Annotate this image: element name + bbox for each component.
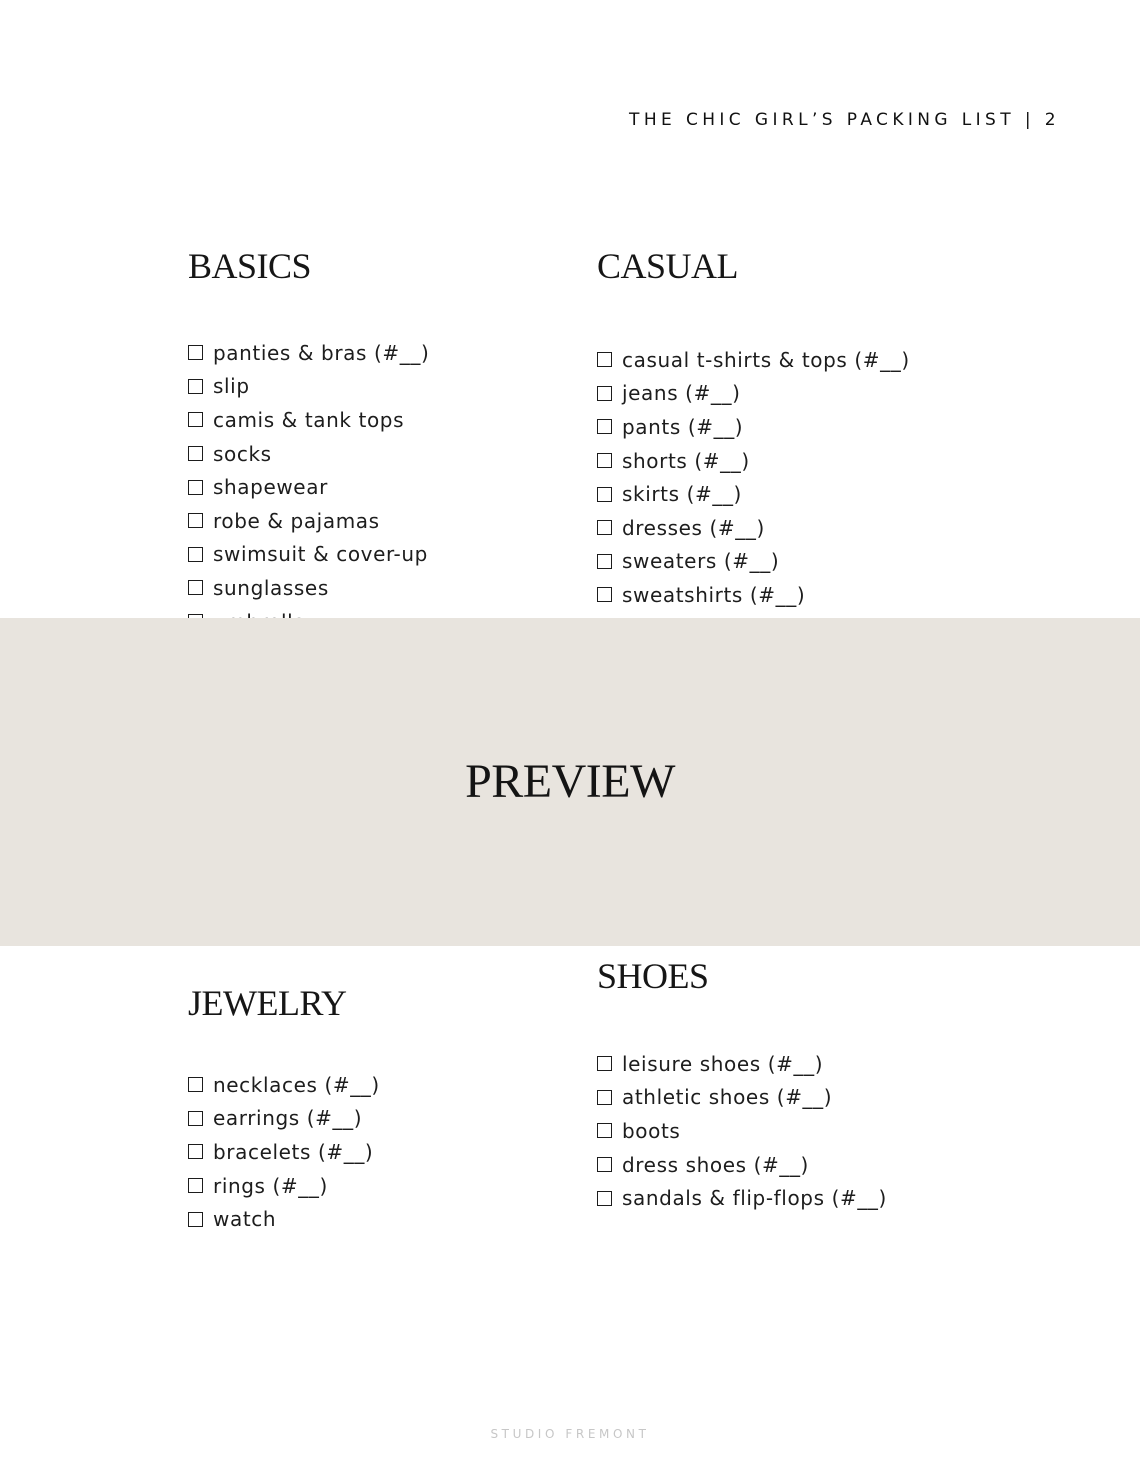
jewelry-title: JEWELRY bbox=[188, 983, 347, 1023]
checkbox[interactable] bbox=[597, 352, 612, 367]
checklist-item bbox=[597, 511, 910, 545]
checklist-item bbox=[597, 444, 910, 478]
preview-banner bbox=[0, 618, 1140, 946]
jewelry-list bbox=[188, 1068, 380, 1236]
checklist-item-label: swimsuit & cover-up bbox=[213, 542, 428, 567]
checklist-item bbox=[597, 1047, 887, 1081]
checklist-item-label: leisure shoes (#__) bbox=[622, 1051, 824, 1076]
checkbox[interactable] bbox=[597, 1191, 612, 1206]
checklist-item-label: sweaters (#__) bbox=[622, 549, 780, 574]
basics-section bbox=[188, 248, 429, 638]
checklist-item-label: sweatshirts (#__) bbox=[622, 582, 806, 607]
checkbox[interactable] bbox=[188, 1077, 203, 1092]
running-header: THE CHIC GIRL’S PACKING LIST | 2 bbox=[629, 110, 1060, 130]
casual-list bbox=[597, 343, 910, 612]
checklist-item bbox=[188, 336, 429, 370]
checkbox[interactable] bbox=[188, 1212, 203, 1227]
casual-title: CASUAL bbox=[597, 246, 739, 286]
checklist-item-label: camis & tank tops bbox=[213, 407, 405, 432]
checklist-item-label: athletic shoes (#__) bbox=[622, 1085, 833, 1110]
checkbox[interactable] bbox=[597, 554, 612, 569]
checklist-item-label: shorts (#__) bbox=[622, 448, 750, 473]
checkbox[interactable] bbox=[188, 547, 203, 562]
jewelry-section bbox=[188, 985, 380, 1236]
checkbox[interactable] bbox=[597, 1157, 612, 1172]
checkbox[interactable] bbox=[597, 419, 612, 434]
checkbox[interactable] bbox=[188, 1144, 203, 1159]
checklist-item-label: sandals & flip-flops (#__) bbox=[622, 1186, 887, 1211]
checkbox[interactable] bbox=[188, 412, 203, 427]
checklist-item bbox=[188, 403, 429, 437]
checklist-item-label: pants (#__) bbox=[622, 414, 744, 439]
checklist-item-label: watch bbox=[213, 1207, 277, 1232]
checklist-item-label: sunglasses bbox=[213, 575, 329, 600]
checkbox[interactable] bbox=[188, 345, 203, 360]
checklist-item bbox=[188, 1135, 380, 1169]
checklist-item bbox=[188, 1169, 380, 1203]
checklist-item bbox=[188, 504, 429, 538]
checklist-item bbox=[597, 545, 910, 579]
checklist-item bbox=[188, 370, 429, 404]
checklist-item bbox=[597, 578, 910, 612]
checklist-item bbox=[188, 1068, 380, 1102]
checklist-item-label: rings (#__) bbox=[213, 1173, 328, 1198]
checklist-item bbox=[188, 470, 429, 504]
shoes-title: SHOES bbox=[597, 956, 709, 996]
preview-label: PREVIEW bbox=[465, 755, 675, 808]
checkbox[interactable] bbox=[597, 587, 612, 602]
checkbox[interactable] bbox=[188, 379, 203, 394]
checkbox[interactable] bbox=[188, 1111, 203, 1126]
checkbox[interactable] bbox=[188, 446, 203, 461]
checkbox[interactable] bbox=[597, 487, 612, 502]
checklist-item-label: casual t-shirts & tops (#__) bbox=[622, 347, 910, 372]
checkbox[interactable] bbox=[597, 1090, 612, 1105]
shoes-list bbox=[597, 1047, 887, 1215]
checklist-item bbox=[188, 538, 429, 572]
checklist-item bbox=[597, 410, 910, 444]
checklist-item-label: skirts (#__) bbox=[622, 482, 742, 507]
checkbox[interactable] bbox=[597, 1056, 612, 1071]
checklist-item bbox=[597, 1181, 887, 1215]
checklist-item-label: dress shoes (#__) bbox=[622, 1152, 809, 1177]
checklist-item bbox=[597, 377, 910, 411]
shoes-section bbox=[597, 958, 887, 1215]
checkbox[interactable] bbox=[597, 520, 612, 535]
basics-title: BASICS bbox=[188, 246, 312, 286]
footer-brand: STUDIO FREMONT bbox=[490, 1427, 650, 1441]
checkbox[interactable] bbox=[597, 453, 612, 468]
checklist-item-label: jeans (#__) bbox=[622, 381, 741, 406]
checklist-item-label: bracelets (#__) bbox=[213, 1139, 374, 1164]
checklist-item bbox=[597, 477, 910, 511]
basics-list bbox=[188, 336, 429, 638]
checklist-item-label: necklaces (#__) bbox=[213, 1072, 380, 1097]
checklist-item-label: dresses (#__) bbox=[622, 515, 765, 540]
checklist-item-label: slip bbox=[213, 374, 250, 399]
checklist-item bbox=[188, 1102, 380, 1136]
checklist-item bbox=[188, 571, 429, 605]
checklist-item bbox=[188, 437, 429, 471]
checklist-item bbox=[597, 1114, 887, 1148]
checkbox[interactable] bbox=[188, 513, 203, 528]
checklist-item bbox=[597, 1081, 887, 1115]
checklist-item bbox=[597, 1148, 887, 1182]
checkbox[interactable] bbox=[188, 480, 203, 495]
checkbox[interactable] bbox=[188, 1178, 203, 1193]
checklist-item-label: earrings (#__) bbox=[213, 1106, 363, 1131]
checkbox[interactable] bbox=[188, 580, 203, 595]
checkbox[interactable] bbox=[597, 1123, 612, 1138]
checklist-item bbox=[188, 1202, 380, 1236]
checklist-item-label: panties & bras (#__) bbox=[213, 340, 430, 365]
checkbox[interactable] bbox=[597, 386, 612, 401]
checklist-item-label: shapewear bbox=[213, 475, 328, 500]
casual-section bbox=[597, 248, 910, 612]
checklist-item-label: robe & pajamas bbox=[213, 508, 380, 533]
checklist-item-label: socks bbox=[213, 441, 272, 466]
checklist-item-label: boots bbox=[622, 1118, 681, 1143]
checklist-item bbox=[597, 343, 910, 377]
